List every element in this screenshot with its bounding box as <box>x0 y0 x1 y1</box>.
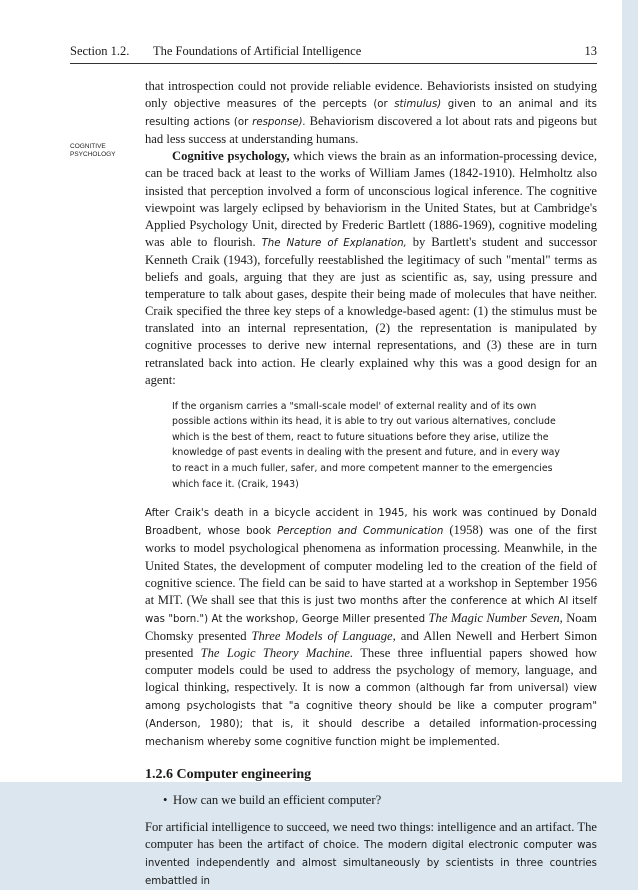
margin-note: COGNITIVE PSYCHOLOGY <box>70 143 116 158</box>
paragraph-cognitive-science: After Craik's death in a bicycle accident in 1945, his work was continued by Donald Broadbent, whose book Perception and Communication (1958) was one of the first works to model psychological phenomena as information processing. Meanwhile, in the United States, the development of computer modeling led to the creation of the field of cognitive science. The field can be said to have started at a workshop in September 1956 at MIT. (We shall see that this is just two months after the conference at which AI itself was "born.") At the workshop, George Miller presented The Magic Number Seven, Noam Chomsky presented Three Models of Language, and Allen Newell and Herbert Simon presented The Logic Theory Machine. These three influential papers showed how computer models could be used to address the psychology of memory, language, and logical thinking, respectively. It is now a common (although far from universal) view among psychologists that "a cognitive theory should be like a computer program" (Anderson, 1980); that is, it should describe a detailed information-processing mechanism whereby some cognitive function might be implemented. <box>145 508 598 749</box>
header-rule <box>70 63 597 64</box>
header-title: The Foundations of Artificial Intelligence <box>153 44 362 58</box>
key-term: Cognitive psychology, <box>172 149 290 164</box>
paragraph-behaviorism: that introspection could not provide reliable evidence. Behaviorists insisted on studying only objective measures of the percepts (or stimulus) given to an animal and its resulting actions (or response). Behaviorism discovered a lot about rats and pigeons but had less success at understanding humans. <box>145 79 597 147</box>
bullet-question: • How can we build an efficient computer? <box>163 792 597 809</box>
body-text <box>145 78 597 890</box>
paragraph-computer-engineering: For artificial intelligence to succeed, we need two things: intelligence and an artifact. The computer has been the artifact of choice. The modern digital electronic computer was invented independently and almost simultaneously by scientists in three countries embattled in <box>145 819 597 887</box>
book-title: The Nature of Explanation, <box>261 237 407 249</box>
paper-title: Three Models of Language, <box>251 628 396 643</box>
page-number: 13 <box>584 44 597 58</box>
bullet-icon: • <box>163 792 168 807</box>
section-heading: 1.2.6 Computer engineering <box>145 766 312 782</box>
paper-title: The Logic Theory Machine. <box>200 646 354 660</box>
header-section: Section 1.2. <box>70 44 130 58</box>
paper-title: The Magic Number Seven, <box>428 610 563 625</box>
block-quote: If the organism carries a "small-scale model' of external reality and of its own possible actions within its head, it is able to try out various alternatives, conclude which is the best of them, react to future situations before they arise, utilize the knowledge of past events in dealing with the present and future, and in every way to react in a much fuller, safer, and more competent manner to the emergencies which face it. (Craik, 1943) <box>172 400 560 490</box>
book-title: Perception and Communication <box>277 526 444 538</box>
paragraph-cognitive-psychology: Cognitive psychology, which views the brain as an information-processing device, can be traced back at least to the works of William James (1842-1910). Helmholtz also insisted that perception involved a form of unconscious logical inference. The cognitive viewpoint was largely eclipsed by behaviorism in the United States, but at Cambridge's Applied Psychology Unit, directed by Frederic Bartlett (1886-1969), cognitive modeling was able to flourish. The Nature of Explanation, by Bartlett's student and successor Kenneth Craik (1943), forcefully reestablished the legitimacy of such "mental" terms as beliefs and goals, arguing that they are just as scientific as, say, using pressure and temperature to talk about gases, despite their being made of molecules that have neither. Craik specified the three key steps of a knowledge-based agent: (1) the stimulus must be translated into an internal representation, (2) the representation is manipulated by cognitive processes to derive new internal representations, and (3) these are in turn retranslated back into action. He clearly explained why this was a good design for an agent: <box>145 149 597 387</box>
